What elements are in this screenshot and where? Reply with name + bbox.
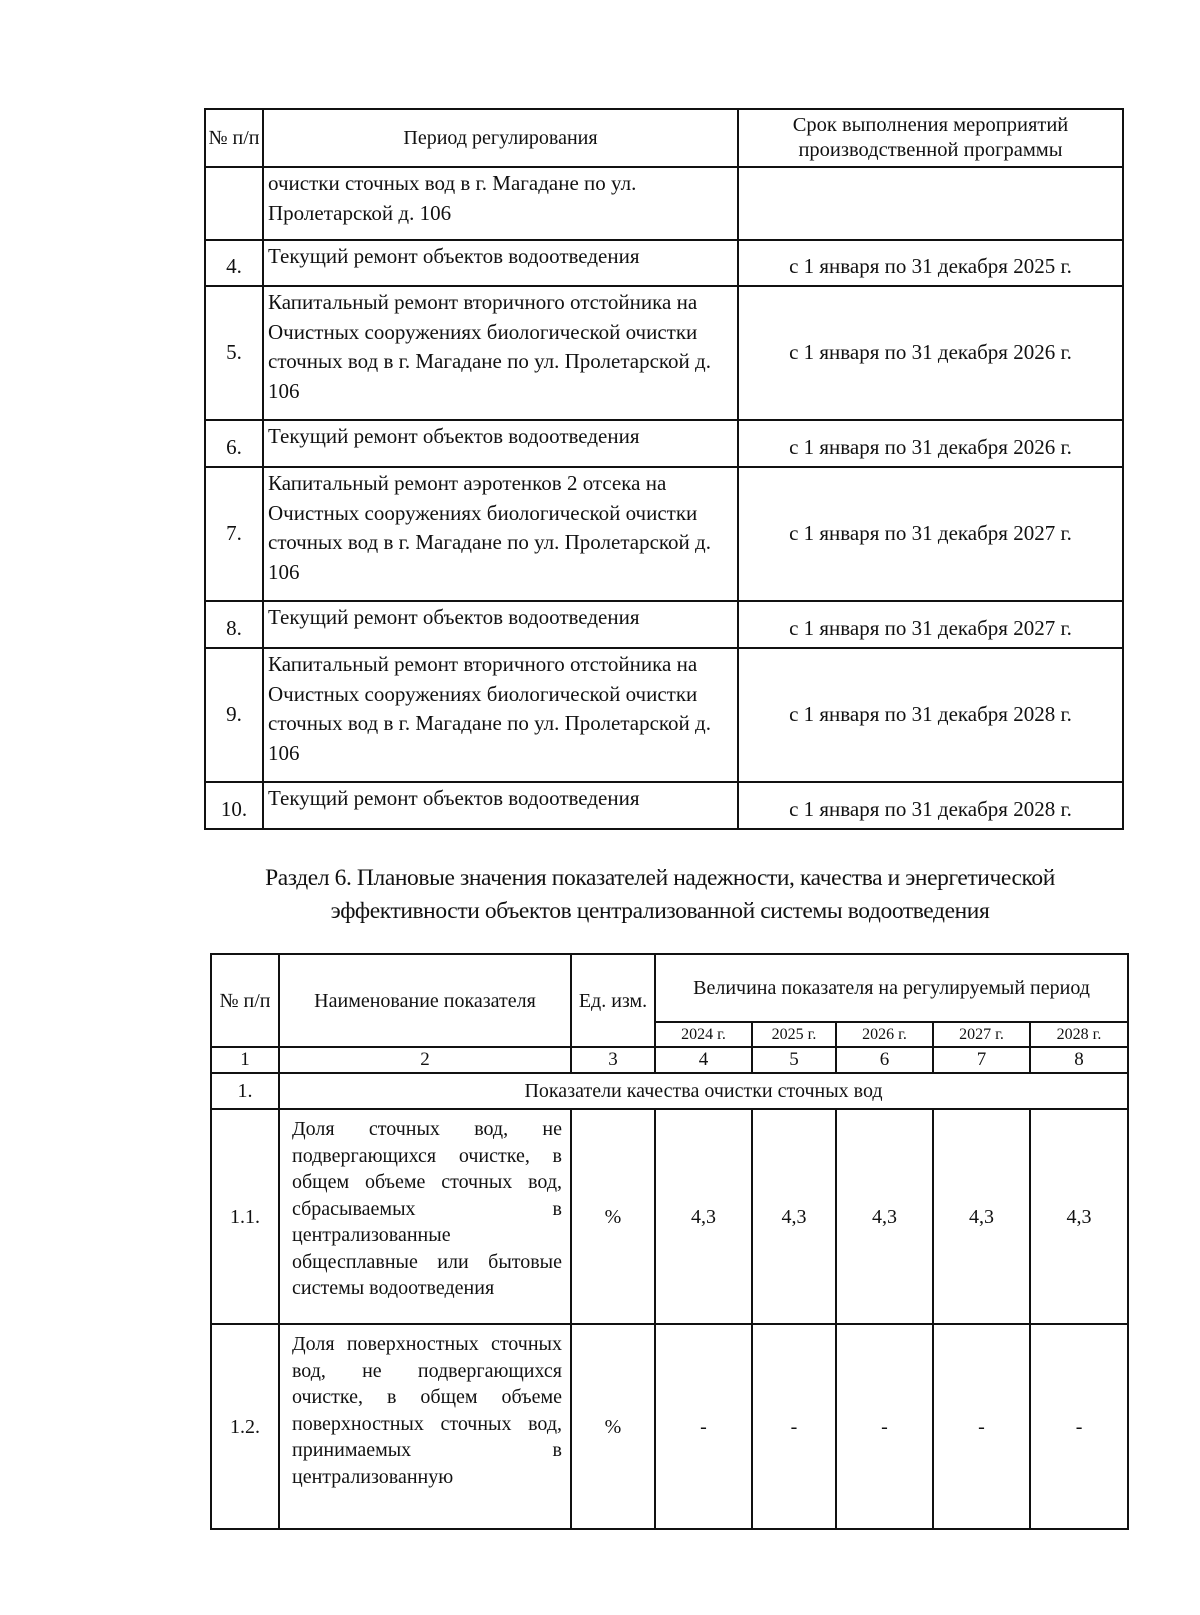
column-number: 4 [655, 1047, 752, 1073]
row-term: с 1 января по 31 декабря 2028 г. [738, 782, 1123, 829]
row-term [738, 167, 1123, 240]
header-num: № п/п [205, 109, 263, 167]
header-value: Величина показателя на регулируемый период [655, 954, 1128, 1022]
table-row [205, 286, 1123, 420]
row-value: 4,3 [836, 1109, 933, 1324]
row-value: - [933, 1324, 1030, 1529]
table-row [205, 467, 1123, 601]
column-number: 6 [836, 1047, 933, 1073]
indicators-table [210, 953, 1129, 1530]
row-term: с 1 января по 31 декабря 2027 г. [738, 467, 1123, 601]
column-number: 2 [279, 1047, 571, 1073]
column-number: 3 [571, 1047, 655, 1073]
row-num: 1.2. [211, 1324, 279, 1529]
header-year: 2026 г. [836, 1022, 933, 1047]
column-number: 5 [752, 1047, 836, 1073]
header-unit: Ед. изм. [571, 954, 655, 1047]
header-year: 2027 г. [933, 1022, 1030, 1047]
row-num: 8. [205, 601, 263, 648]
row-name: Доля сточных вод, не подвергающихся очистке, в общем объеме сточных вод, сбрасываемых в централизованные общесплавные или бытовые системы водоотведения [279, 1109, 571, 1324]
table-row [205, 240, 1123, 286]
group-title: Показатели качества очистки сточных вод [279, 1073, 1128, 1109]
row-num: 7. [205, 467, 263, 601]
row-work: очистки сточных вод в г. Магадане по ул. Пролетарской д. 106 [263, 167, 738, 240]
table-row [211, 1324, 1128, 1529]
column-numbers-row [211, 1047, 1128, 1073]
row-work: Текущий ремонт объектов водоотведения [263, 601, 738, 648]
header-year: 2025 г. [752, 1022, 836, 1047]
row-num: 6. [205, 420, 263, 467]
header-year: 2028 г. [1030, 1022, 1128, 1047]
row-term: с 1 января по 31 декабря 2026 г. [738, 420, 1123, 467]
column-number: 1 [211, 1047, 279, 1073]
row-value: - [752, 1324, 836, 1529]
header-period: Период регулирования [263, 109, 738, 167]
row-work: Капитальный ремонт вторичного отстойника на Очистных сооружениях биологической очистки сточных вод в г. Магадане по ул. Пролетарской д. 106 [263, 286, 738, 420]
header-num: № п/п [211, 954, 279, 1047]
header-term: Срок выполнения мероприятий производственной программы [738, 109, 1123, 167]
header-name: Наименование показателя [279, 954, 571, 1047]
row-value: - [1030, 1324, 1128, 1529]
row-num [205, 167, 263, 240]
group-num: 1. [211, 1073, 279, 1109]
row-value: 4,3 [1030, 1109, 1128, 1324]
row-num: 1.1. [211, 1109, 279, 1324]
row-unit: % [571, 1109, 655, 1324]
row-value: 4,3 [655, 1109, 752, 1324]
row-value: - [655, 1324, 752, 1529]
row-term: с 1 января по 31 декабря 2026 г. [738, 286, 1123, 420]
row-work: Капитальный ремонт аэротенков 2 отсека на Очистных сооружениях биологической очистки сточных вод в г. Магадане по ул. Пролетарской д. 106 [263, 467, 738, 601]
table-row [205, 420, 1123, 467]
row-work: Капитальный ремонт вторичного отстойника на Очистных сооружениях биологической очистки сточных вод в г. Магадане по ул. Пролетарской д. 106 [263, 648, 738, 782]
column-number: 7 [933, 1047, 1030, 1073]
table-row [205, 782, 1123, 829]
header-year: 2024 г. [655, 1022, 752, 1047]
row-value: 4,3 [933, 1109, 1030, 1324]
row-value: - [836, 1324, 933, 1529]
row-term: с 1 января по 31 декабря 2027 г. [738, 601, 1123, 648]
row-term: с 1 января по 31 декабря 2028 г. [738, 648, 1123, 782]
row-num: 9. [205, 648, 263, 782]
row-num: 4. [205, 240, 263, 286]
column-number: 8 [1030, 1047, 1128, 1073]
table-row [205, 601, 1123, 648]
row-work: Текущий ремонт объектов водоотведения [263, 782, 738, 829]
production-program-table [204, 108, 1124, 830]
table-header-row [205, 109, 1123, 167]
row-term: с 1 января по 31 декабря 2025 г. [738, 240, 1123, 286]
table-row [205, 167, 1123, 240]
table-row [211, 1109, 1128, 1324]
table-header-row [211, 954, 1128, 1022]
row-work: Текущий ремонт объектов водоотведения [263, 420, 738, 467]
row-num: 5. [205, 286, 263, 420]
row-unit: % [571, 1324, 655, 1529]
group-row [211, 1073, 1128, 1109]
row-work: Текущий ремонт объектов водоотведения [263, 240, 738, 286]
row-name: Доля поверхностных сточных вод, не подвергающихся очистке, в общем объеме поверхностных сточных вод, принимаемых в централизованную [279, 1324, 571, 1529]
section-title: Раздел 6. Плановые значения показателей надежности, качества и энергетической эффективности объектов централизованной системы водоотведения [265, 865, 1055, 924]
table-row [205, 648, 1123, 782]
row-num: 10. [205, 782, 263, 829]
row-value: 4,3 [752, 1109, 836, 1324]
